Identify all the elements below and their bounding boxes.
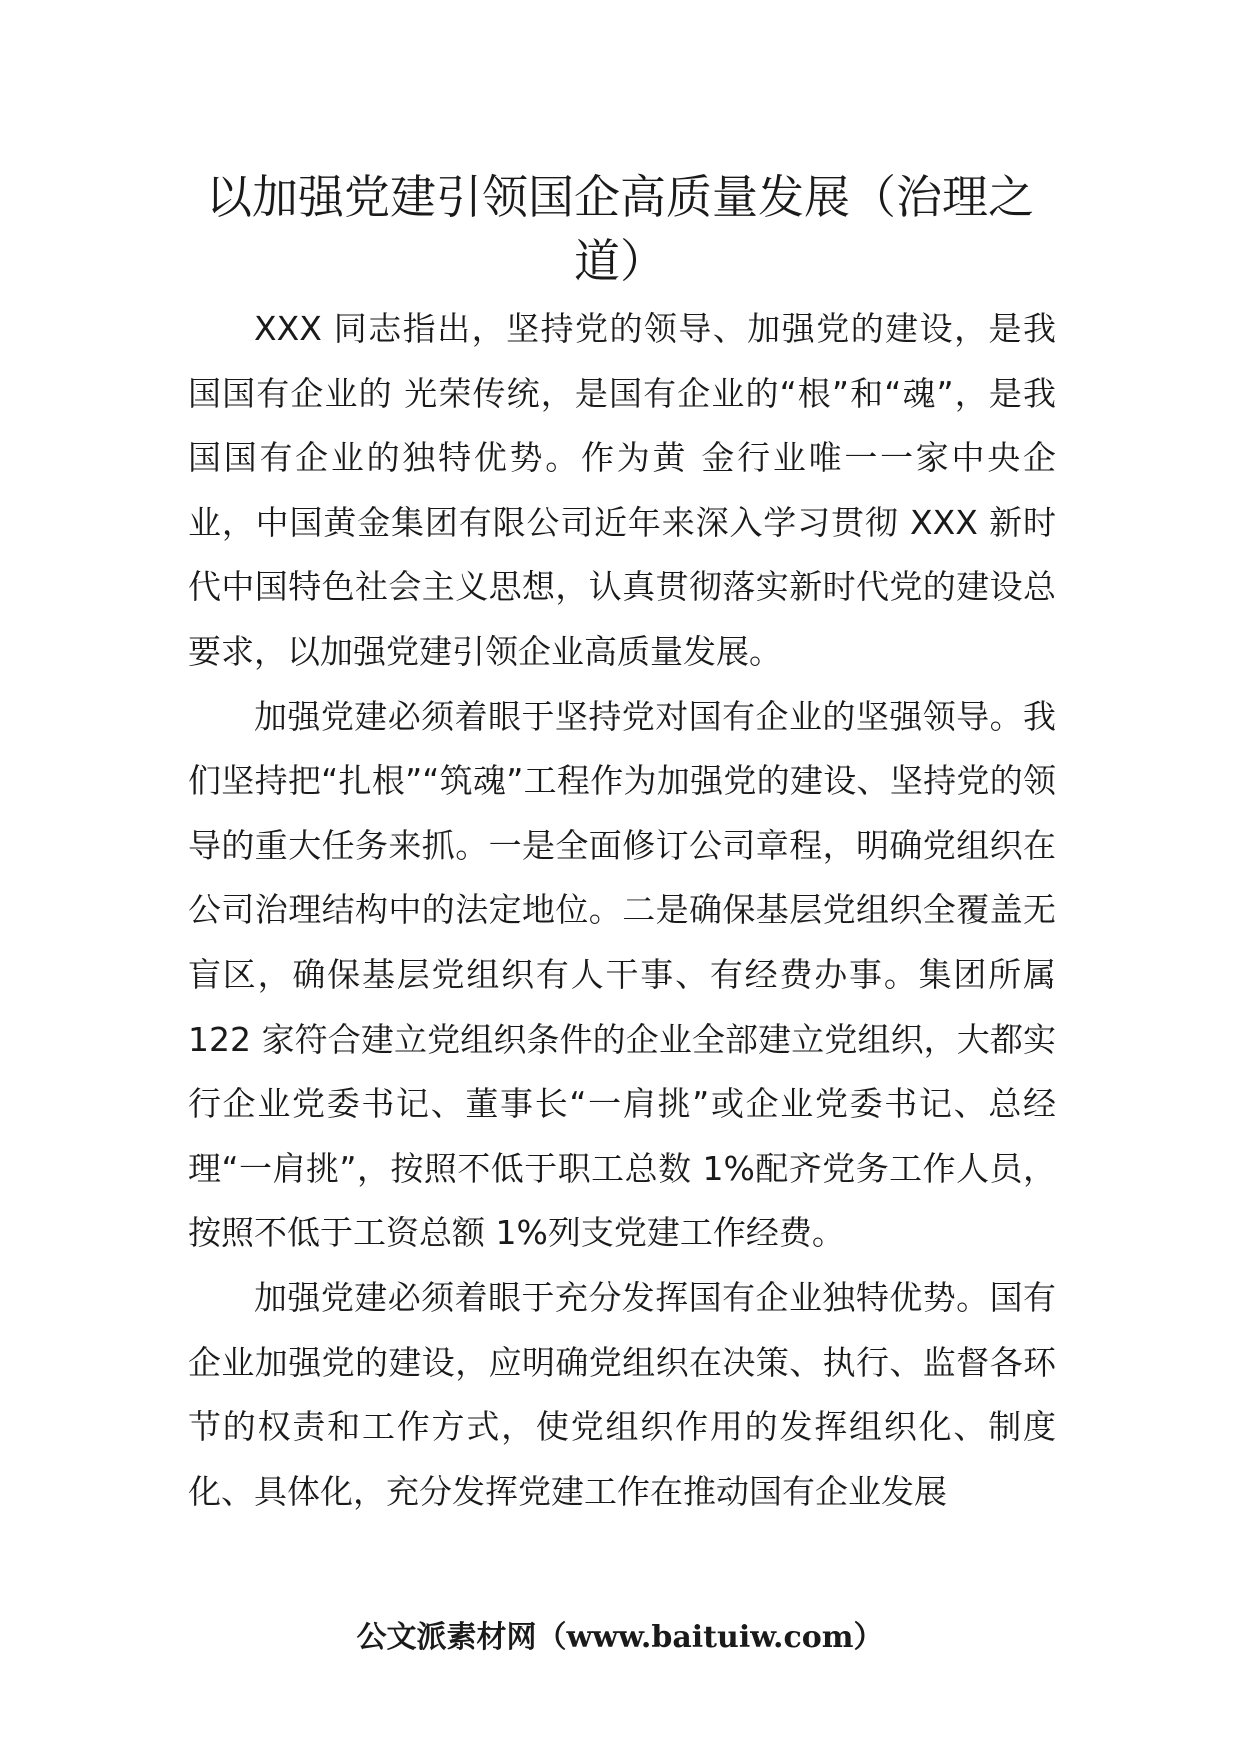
paragraph-3: 加强党建必须着眼于充分发挥国有企业独特优势。国有企业加强党的建设，应明确党组织在决策、执行、监督各环节的权责和工作方式，使党组织作用的发挥组织化、制度化、具体化，充分发挥党建工作在推动国有企业发展 — [188, 1277, 1056, 1511]
paragraph-2: 加强党建必须着眼于坚持党对国有企业的坚强领导。我们坚持把“扎根”“筑魂”工程作为加强党的建设、坚持党的领导的重大任务来抓。一是全面修订公司章程，明确党组织在公司治理结构中的法定地位。二是确保基层党组织全覆盖无盲区，确保基层党组织有人干事、有经费办事。集团所属 122 家符合建立党组织条件的企业全部建立党组织，大都实行企业党委书记、董事长“一肩挑”或企业党委书记、总经理“一肩挑”，按照不低于职工总数 1%配齐党务工作人员，按照不低于工资总额 1%列支党建工作经费。 — [188, 696, 1056, 1253]
paragraph-1: XXX 同志指出，坚持党的领导、加强党的建设，是我国国有企业的 光荣传统，是国有企业的“根”和“魂”，是我国国有企业的独特优势。作为黄 金行业唯一一家中央企业，中国黄金集团有限公司近年来深入学习贯彻 XXX 新时代中国特色社会主义思想，认真贯彻落实新时代党的建设总要求，以加强党建引领企业高质量发展。 — [188, 309, 1056, 671]
document-title: 以加强党建引领国企高质量发展（治理之道） — [206, 170, 1034, 288]
document-body — [188, 297, 1056, 1524]
footer-watermark: 公文派素材网（www.baituiw.com） — [356, 1620, 884, 1655]
